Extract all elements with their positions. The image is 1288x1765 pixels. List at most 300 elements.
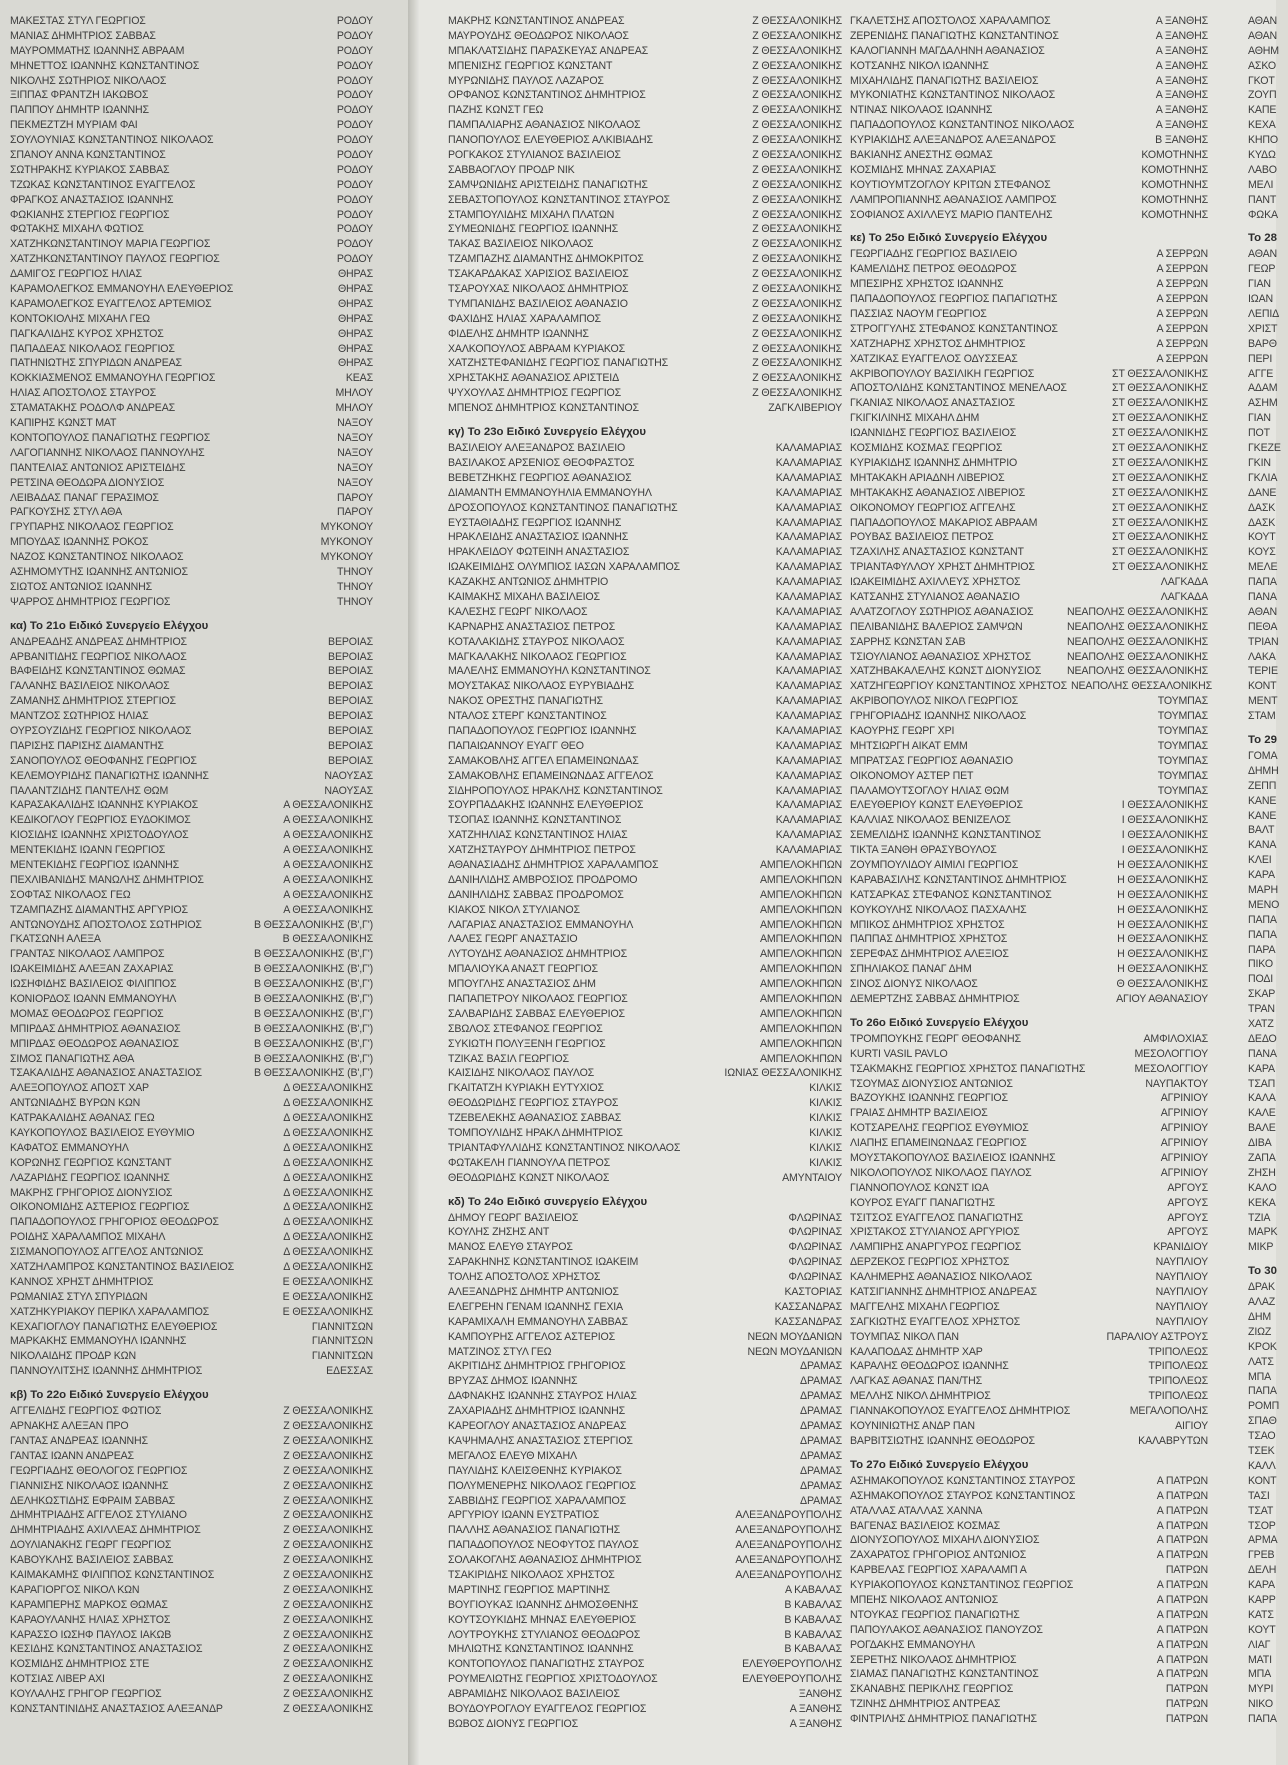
list-item — [1248, 1667, 1288, 1682]
tax-office: ΔΡΑΜΑΣ — [800, 1449, 842, 1462]
tax-office: ΣΤ ΘΕΣΣΑΛΟΝΙΚΗΣ — [1112, 516, 1208, 529]
person-name: ΠΟΛΥΜΕΝΕΡΗΣ ΝΙΚΟΛΑΟΣ ΓΕΩΡΓΙΟΣ — [448, 1479, 637, 1492]
list-item — [10, 550, 373, 565]
person-name: ΜΥΚΟΝΙΑΤΗΣ ΚΩΝΣΤΑΝΤΙΝΟΣ ΝΙΚΟΛΑΟΣ — [850, 89, 1056, 102]
person-name: ΚΕΚΑ — [1248, 1196, 1276, 1209]
person-name: ΔΗΜΗΤΡΙΑΔΗΣ ΑΧΙΛΛΕΑΣ ΔΗΜΗΤΡΙΟΣ — [10, 1524, 201, 1537]
person-name: ΚΑΛΛΙΑΣ ΝΙΚΟΛΑΟΣ ΒΕΝΙΖΕΛΟΣ — [850, 814, 1011, 827]
list-item — [448, 679, 842, 694]
tax-office: Α ΚΑΒΑΛΑΣ — [784, 1583, 842, 1596]
list-item — [10, 1305, 373, 1320]
tax-office: ΣΤ ΘΕΣΣΑΛΟΝΙΚΗΣ — [1112, 442, 1208, 455]
list-item — [850, 133, 1208, 148]
person-name: ΜΠΙΚΟΣ ΔΗΜΗΤΡΙΟΣ ΧΡΗΣΤΟΣ — [850, 918, 1005, 931]
person-name: ΗΡΑΚΛΕΙΔΟΥ ΦΩΤΕΙΝΗ ΑΝΑΣΤΑΣΙΟΣ — [448, 546, 630, 559]
person-name: ΑΚΡΙΤΙΔΗΣ ΔΗΜΗΤΡΙΟΣ ΓΡΗΓΟΡΙΟΣ — [448, 1360, 626, 1373]
person-name: ΚΟΥΤ — [1248, 531, 1276, 544]
list-item — [850, 247, 1208, 262]
tax-office: ΚΕΑΣ — [345, 372, 373, 385]
list-item — [850, 1533, 1208, 1548]
list-item — [1248, 1414, 1288, 1429]
person-name: ΧΡΗΣΤΑΚΗΣ ΑΘΑΝΑΣΙΟΣ ΑΡΙΣΤΕΙΔ — [448, 372, 619, 385]
person-name: ΚΑΙΜΑΚΑΜΗΣ ΦΙΛΙΠΠΟΣ ΚΩΝΣΤΑΝΤΙΝΟΣ — [10, 1568, 215, 1581]
list-item — [10, 1642, 373, 1657]
tax-office: ΡΟΔΟΥ — [336, 119, 373, 132]
tax-office: Α ΞΑΝΘΗΣ — [789, 1702, 842, 1715]
person-name: ΣΤΑΜΑΤΑΚΗΣ ΡΟΔΟΛΦ ΑΝΔΡΕΑΣ — [10, 402, 176, 415]
person-name: ΓΚΛΙΑ — [1248, 471, 1278, 484]
person-name: ΜΠΙΡΔΑΣ ΔΗΜΗΤΡΙΟΣ ΑΘΑΝΑΣΙΟΣ — [10, 1022, 181, 1035]
person-name: ΧΑΤΖΗΚΩΝΣΤΑΝΤΙΝΟΥ ΜΑΡΙΑ ΓΕΩΡΓΙΟΣ — [10, 238, 211, 251]
list-item — [1248, 809, 1288, 824]
list-item — [1248, 1444, 1288, 1459]
person-name: ΠΑΠΑΔΟΠΟΥΛΟΣ ΓΕΩΡΓΙΟΣ ΙΩΑΝΝΗΣ — [448, 724, 637, 737]
person-name: ΒΑΡΘ — [1248, 337, 1277, 350]
tax-office: ΡΟΔΟΥ — [336, 253, 373, 266]
list-item — [1248, 1151, 1288, 1166]
person-name: ΣΩΤΗΡΑΚΗΣ ΚΥΡΙΑΚΟΣ ΣΑΒΒΑΣ — [10, 163, 170, 176]
person-name: ΑΣΗΜΑΚΟΠΟΥΛΟΣ ΣΤΑΥΡΟΣ ΚΩΝΣΤΑΝΤΙΝΟΣ — [850, 1489, 1076, 1502]
person-name: ΣΕΡΕΦΑΣ ΔΗΜΗΤΡΙΟΣ ΑΛΕΞΙΟΣ — [850, 948, 1009, 961]
tax-office: ΚΙΛΚΙΣ — [809, 1082, 842, 1095]
list-item — [850, 367, 1208, 382]
tax-office: ΑΜΠΕΛΟΚΗΠΩΝ — [760, 903, 842, 916]
tax-office: ΤΡΙΠΟΛΕΩΣ — [1148, 1345, 1208, 1358]
list-item — [850, 277, 1208, 292]
tax-office: Α ΣΕΡΡΩΝ — [1156, 263, 1208, 276]
person-name: ΠΑΠΑ — [1248, 928, 1277, 941]
list-item — [850, 724, 1208, 739]
tax-office: ΑΛΕΞΑΝΔΡΟΥΠΟΛΗΣ — [735, 1554, 842, 1567]
tax-office: ΘΗΡΑΣ — [337, 357, 373, 370]
tax-office: ΡΟΔΟΥ — [336, 163, 373, 176]
person-name: ΧΡΙΣΤΑΚΟΣ ΣΤΥΛΙΑΝΟΣ ΑΡΓΥΡΙΟΣ — [850, 1226, 1020, 1239]
person-name: ΣΟΛΑΚΟΓΛΗΣ ΑΘΑΝΑΣΙΟΣ ΔΗΜΗΤΡΙΟΣ — [448, 1554, 642, 1567]
person-name: ΣΙΑΜΑΣ ΠΑΝΑΓΙΩΤΗΣ ΚΩΝΣΤΑΝΤΙΝΟΣ — [850, 1668, 1039, 1681]
tax-office: Ζ ΘΕΣΣΑΛΟΝΙΚΗΣ — [752, 387, 842, 400]
list-item — [850, 1563, 1208, 1578]
column-3 — [850, 14, 1212, 1727]
list-item — [850, 1682, 1208, 1697]
list-item — [1248, 14, 1288, 29]
person-name: ΚΑΦΑΤΟΣ ΕΜΜΑΝΟΥΗΛ — [10, 1141, 129, 1154]
tax-office: ΚΑΛΑΜΑΡΙΑΣ — [775, 456, 842, 469]
list-item — [448, 29, 842, 44]
person-name: ΟΙΚΟΝΟΜΟΥ ΑΣΤΕΡ ΠΕΤ — [850, 769, 974, 782]
person-name: ΜΑΚΡΗΣ ΓΡΗΓΟΡΙΟΣ ΔΙΟΝΥΣΙΟΣ — [10, 1186, 173, 1199]
tax-office: ΑΜΠΕΛΟΚΗΠΩΝ — [760, 1052, 842, 1065]
person-name: ΝΙΚΟ — [1248, 1698, 1273, 1711]
list-item — [448, 1568, 842, 1583]
tax-office: ΚΑΛΑΜΑΡΙΑΣ — [775, 665, 842, 678]
list-item — [10, 1672, 373, 1687]
tax-office: Α ΘΕΣΣΑΛΟΝΙΚΗΣ — [283, 858, 373, 871]
tax-office: Ζ ΘΕΣΣΑΛΟΝΙΚΗΣ — [752, 178, 842, 191]
list-item — [850, 1623, 1208, 1638]
list-item — [448, 282, 842, 297]
list-item — [1248, 823, 1288, 838]
tax-office: Ζ ΘΕΣΣΑΛΟΝΙΚΗΣ — [283, 1509, 373, 1522]
person-name: ΧΡΙΣΤ — [1248, 322, 1278, 335]
list-item — [10, 565, 373, 580]
tax-office: ΠΑΤΡΩΝ — [1165, 1683, 1208, 1696]
tax-office: Η ΘΕΣΣΑΛΟΝΙΚΗΣ — [1117, 933, 1208, 946]
list-item — [10, 784, 373, 799]
tax-office: ΦΛΩΡΙΝΑΣ — [788, 1271, 842, 1284]
person-name: ΓΕΩΡΓΙΑΔΗΣ ΘΕΟΛΟΓΟΣ ΓΕΩΡΓΙΟΣ — [10, 1464, 188, 1477]
tax-office: ΜΥΚΟΝΟΥ — [320, 521, 373, 534]
list-item — [850, 1489, 1208, 1504]
list-item — [1248, 1280, 1288, 1295]
person-name: ΜΑΡΚΑΚΗΣ ΕΜΜΑΝΟΥΗΛ ΙΩΑΝΝΗΣ — [10, 1335, 187, 1348]
list-item — [1248, 411, 1288, 426]
person-name: ΚΑΡΑΣΑΚΑΛΙΔΗΣ ΙΩΑΝΝΗΣ ΚΥΡΙΑΚΟΣ — [10, 799, 199, 812]
list-item — [1248, 530, 1288, 545]
tax-office: ΘΗΡΑΣ — [337, 327, 373, 340]
person-name: ΣΟΥΛΟΥΝΙΑΣ ΚΩΝΣΤΑΝΤΙΝΟΣ ΝΙΚΟΛΑΟΣ — [10, 134, 214, 147]
tax-office: ΔΡΑΜΑΣ — [800, 1434, 842, 1447]
tax-office: Α ΣΕΡΡΩΝ — [1156, 293, 1208, 306]
person-name: ΔΗΜΗΤΡΙΑΔΗΣ ΑΓΓΕΛΟΣ ΣΤΥΛΙΑΝΟ — [10, 1509, 187, 1522]
list-item — [10, 133, 373, 148]
person-name: ΣΕΒΑΣΤΟΠΟΥΛΟΣ ΚΩΝΣΤΑΝΤΙΝΟΣ ΣΤΑΥΡΟΣ — [448, 193, 670, 206]
list-item — [850, 1225, 1208, 1240]
list-item — [448, 1404, 842, 1419]
list-item — [10, 1583, 373, 1598]
list-item — [448, 471, 842, 486]
list-item — [850, 828, 1208, 843]
list-item — [448, 1613, 842, 1628]
tax-office: Ζ ΘΕΣΣΑΛΟΝΙΚΗΣ — [752, 297, 842, 310]
list-item — [10, 267, 373, 282]
tax-office: ΑΜΠΕΛΟΚΗΠΩΝ — [760, 858, 842, 871]
person-name: ΠΑΠΠΑΣ ΔΗΜΗΤΡΙΟΣ ΧΡΗΣΤΟΣ — [850, 933, 1008, 946]
tax-office: Δ ΘΕΣΣΑΛΟΝΙΚΗΣ — [283, 1097, 373, 1110]
person-name: ΦΑΧΙΔΗΣ ΗΛΙΑΣ ΧΑΡΑΛΑΜΠΟΣ — [448, 312, 601, 325]
person-name: ΤΣΙΤΣΟΣ ΕΥΑΓΓΕΛΟΣ ΠΑΝΑΓΙΩΤΗΣ — [850, 1211, 1024, 1224]
list-item — [850, 262, 1208, 277]
person-name: ΚΥΡΙΑΚΙΔΗΣ ΑΛΕΞΑΝΔΡΟΣ ΑΛΕΞΑΝΔΡΟΣ — [850, 134, 1056, 147]
person-name: ΣΤΑΜΠΟΥΛΙΔΗΣ ΜΙΧΑΗΛ ΠΛΑΤΩΝ — [448, 208, 615, 221]
tax-office: Α ΣΕΡΡΩΝ — [1156, 322, 1208, 335]
list-item — [10, 709, 373, 724]
list-item — [1248, 575, 1288, 590]
person-name: ΣΑΜΨΩΝΙΔΗΣ ΑΡΙΣΤΕΙΔΗΣ ΠΑΝΑΓΙΩΤΗΣ — [448, 178, 648, 191]
tax-office: Α ΞΑΝΘΗΣ — [789, 1717, 842, 1730]
tax-office: Ζ ΘΕΣΣΑΛΟΝΙΚΗΣ — [283, 1628, 373, 1641]
tax-office: ΚΑΛΑΜΑΡΙΑΣ — [775, 829, 842, 842]
right-page — [420, 0, 1281, 1765]
list-item — [850, 1315, 1208, 1330]
person-name: KURTI VASIL PAVLO — [850, 1047, 948, 1060]
person-name: ΔΕΡΖΕΚΟΣ ΓΕΩΡΓΙΟΣ ΧΡΗΣΤΟΣ — [850, 1256, 1010, 1269]
list-item — [1248, 1519, 1288, 1534]
person-name: ΜΠΡΑΤΣΑΣ ΓΕΩΡΓΙΟΣ ΑΘΑΝΑΣΙΟ — [850, 754, 1013, 767]
person-name: ΚΑΡΑ — [1248, 1579, 1275, 1592]
list-item — [10, 208, 373, 223]
list-item — [850, 1255, 1208, 1270]
person-name: ΑΘΗΜ — [1248, 44, 1279, 57]
person-name: ΚΕΛΕΜΟΥΡΙΔΗΣ ΠΑΝΑΓΙΩΤΗΣ ΙΩΑΝΝΗΣ — [10, 769, 209, 782]
person-name: ΔΡΑΚ — [1248, 1281, 1275, 1294]
list-item — [448, 59, 842, 74]
list-item — [448, 843, 842, 858]
list-item — [448, 545, 842, 560]
list-item — [10, 724, 373, 739]
tax-office: ΚΑΛΑΜΑΡΙΑΣ — [775, 516, 842, 529]
tax-office: Α ΘΕΣΣΑΛΟΝΙΚΗΣ — [283, 873, 373, 886]
list-item — [10, 1628, 373, 1643]
tax-office: ΚΑΛΑΜΑΡΙΑΣ — [775, 620, 842, 633]
tax-office: ΚΙΛΚΙΣ — [809, 1112, 842, 1125]
list-item — [850, 903, 1208, 918]
list-item — [10, 371, 373, 386]
list-item — [448, 312, 842, 327]
section-heading: Το 29 — [1248, 733, 1277, 746]
list-item — [10, 1052, 373, 1067]
list-item — [10, 252, 373, 267]
list-item — [850, 530, 1208, 545]
tax-office: Ζ ΘΕΣΣΑΛΟΝΙΚΗΣ — [752, 372, 842, 385]
person-name: ΒΑΡΒΙΤΣΙΩΤΗΣ ΙΩΑΝΝΗΣ ΘΕΟΔΩΡΟΣ — [850, 1434, 1035, 1447]
list-item — [850, 118, 1208, 133]
person-name: ΤΖΙΚΑΣ ΒΑΣΙΛ ΓΕΩΡΓΙΟΣ — [448, 1052, 569, 1065]
person-name: ΜΕΓΑΛΟΣ ΕΛΕΥΘ ΜΙΧΑΗΛ — [448, 1449, 577, 1462]
tax-office: ΝΕΑΠΟΛΗΣ ΘΕΣΣΑΛΟΝΙΚΗΣ — [1071, 680, 1212, 693]
person-name: ΦΩΤΑΚΕΛΗ ΓΙΑΝΝΟΥΛΑ ΠΕΤΡΟΣ — [448, 1156, 611, 1169]
person-name: ΓΑΝΤΑΣ ΑΝΔΡΕΑΣ ΙΩΑΝΝΗΣ — [10, 1434, 148, 1447]
tax-office: Α ΞΑΝΘΗΣ — [1155, 59, 1208, 72]
list-item — [10, 739, 373, 754]
list-item — [448, 1300, 842, 1315]
person-name: ΔΗΜΟΥ ΓΕΩΡΓ ΒΑΣΙΛΕΙΟΣ — [448, 1211, 579, 1224]
person-name: ΔΗΜ — [1248, 1311, 1272, 1324]
tax-office: Ζ ΘΕΣΣΑΛΟΝΙΚΗΣ — [752, 253, 842, 266]
tax-office: Ζ ΘΕΣΣΑΛΟΝΙΚΗΣ — [283, 1568, 373, 1581]
tax-office: Ζ ΘΕΣΣΑΛΟΝΙΚΗΣ — [752, 357, 842, 370]
person-name: ΜΥΡΩΝΙΔΗΣ ΠΑΥΛΟΣ ΛΑΖΑΡΟΣ — [448, 74, 604, 87]
list-item — [448, 1702, 842, 1717]
person-name: ΣΑΒΒΑΟΓΛΟΥ ΠΡΟΔΡ ΝΙΚ — [448, 163, 575, 176]
person-name: ΚΕΧΑ — [1248, 119, 1276, 132]
person-name: ΣΠΗΛΙΑΚΟΣ ΠΑΝΑΓ ΔΗΜ — [850, 963, 972, 976]
list-item — [1248, 928, 1288, 943]
list-item — [1248, 1211, 1288, 1226]
person-name: ΚΟΥΡΟΣ ΕΥΑΓΓ ΠΑΝΑΓΙΩΤΗΣ — [850, 1196, 995, 1209]
person-name: ΧΑΤΖΗΚΩΝΣΤΑΝΤΙΝΟΥ ΠΑΥΛΟΣ ΓΕΩΡΓΙΟΣ — [10, 253, 220, 266]
tax-office: ΚΑΛΑΜΑΡΙΑΣ — [775, 590, 842, 603]
person-name: ΛΑΓΑΡΙΑΣ ΑΝΑΣΤΑΣΙΟΣ ΕΜΜΑΝΟΥΗΛ — [448, 918, 634, 931]
list-item — [10, 1215, 373, 1230]
tax-office: Α ΘΕΣΣΑΛΟΝΙΚΗΣ — [283, 903, 373, 916]
list-item — [10, 947, 373, 962]
person-name: ΑΛΕΞΟΠΟΥΛΟΣ ΑΠΟΣΤ ΧΑΡ — [10, 1082, 149, 1095]
tax-office: Ζ ΘΕΣΣΑΛΟΝΙΚΗΣ — [752, 163, 842, 176]
person-name: ΜΑΝΙΑΣ ΔΗΜΗΤΡΙΟΣ ΣΑΒΒΑΣ — [10, 29, 156, 42]
person-name: ΑΓΓΕ — [1248, 367, 1274, 380]
list-item — [10, 694, 373, 709]
list-item — [850, 1300, 1208, 1315]
person-name: ΣΑΡΑΚΗΝΗΣ ΚΩΝΣΤΑΝΤΙΝΟΣ ΙΩΑΚΕΙΜ — [448, 1256, 639, 1269]
list-item — [448, 858, 842, 873]
person-name: ΚΑΝΕ — [1248, 794, 1277, 807]
person-name: ΤΣΑΚΜΑΚΗΣ ΓΕΩΡΓΙΟΣ ΧΡΗΣΤΟΣ ΠΑΝΑΓΙΩΤΗΣ — [850, 1062, 1086, 1075]
list-item — [850, 1548, 1208, 1563]
list-item — [448, 401, 842, 416]
person-name: ΛΑΖΑΡΙΔΗΣ ΓΕΩΡΓΙΟΣ ΙΩΑΝΝΗΣ — [10, 1171, 170, 1184]
tax-office: Α ΣΕΡΡΩΝ — [1156, 248, 1208, 261]
person-name: ΣΥΜΕΩΝΙΔΗΣ ΓΕΩΡΓΙΟΣ ΙΩΑΝΝΗΣ — [448, 223, 619, 236]
person-name: ΜΑΓΚΑΛΑΚΗΣ ΝΙΚΟΛΑΟΣ ΓΕΩΡΓΙΟΣ — [448, 650, 627, 663]
tax-office: Ε ΘΕΣΣΑΛΟΝΙΚΗΣ — [282, 1275, 373, 1288]
person-name: ΚΑΡΑΛΗΣ ΘΕΟΔΩΡΟΣ ΙΩΑΝΝΗΣ — [850, 1360, 1009, 1373]
person-name: ΠΑΠΟΥΛΑΚΟΣ ΑΘΑΝΑΣΙΟΣ ΠΑΝΟΥΖΟΣ — [850, 1623, 1043, 1636]
list-item — [448, 1156, 842, 1171]
person-name: ΧΑΤΖΗΣΤΑΥΡΟΥ ΔΗΜΗΤΡΙΟΣ ΠΕΤΡΟΣ — [448, 844, 636, 857]
person-name: ΔΕΛΗΚΩΣΤΙΔΗΣ ΕΦΡΑΙΜ ΣΑΒΒΑΣ — [10, 1494, 176, 1507]
list-item — [10, 416, 373, 431]
list-item — [1248, 1533, 1288, 1548]
tax-office: ΒΕΡΟΙΑΣ — [328, 635, 373, 648]
tax-office: Δ ΘΕΣΣΑΛΟΝΙΚΗΣ — [283, 1127, 373, 1140]
list-item — [850, 1240, 1208, 1255]
person-name: ΠΑΠΑΔΕΑΣ ΝΙΚΟΛΑΟΣ ΓΕΩΡΓΙΟΣ — [10, 342, 175, 355]
person-name: ΤΣΑΠ — [1248, 1077, 1276, 1090]
person-name: ΜΗΝΕΤΤΟΣ ΙΩΑΝΝΗΣ ΚΩΝΣΤΑΝΤΙΝΟΣ — [10, 59, 200, 72]
person-name: ΚΑΛΑ — [1248, 1092, 1276, 1105]
person-name: ΒΑΛΕ — [1248, 1122, 1276, 1135]
list-item — [850, 292, 1208, 307]
list-item — [1248, 367, 1288, 382]
list-item — [448, 947, 842, 962]
list-item — [10, 1349, 373, 1364]
person-name: ΜΑΝΟΣ ΕΛΕΥΘ ΣΤΑΥΡΟΣ — [448, 1241, 573, 1254]
list-item — [1248, 1653, 1288, 1668]
list-item — [10, 1508, 373, 1523]
person-name: ΚΑΛΑΠΟΔΑΣ ΔΗΜΗΤΡ ΧΑΡ — [850, 1345, 983, 1358]
person-name: ΡΟΥΜΕΛΙΩΤΗΣ ΓΕΩΡΓΙΟΣ ΧΡΙΣΤΟΔΟΥΛΟΣ — [448, 1673, 658, 1686]
person-name: ΔΕΛΗ — [1248, 1564, 1277, 1577]
tax-office: Ι ΘΕΣΣΑΛΟΝΙΚΗΣ — [1121, 814, 1208, 827]
tax-office: Α ΠΑΤΡΩΝ — [1156, 1593, 1208, 1606]
tax-office: ΑΓΡΙΝΙΟΥ — [1160, 1122, 1208, 1135]
tax-office: ΦΛΩΡΙΝΑΣ — [788, 1256, 842, 1269]
person-name: ΣΑΝΟΠΟΥΛΟΣ ΘΕΟΦΑΝΗΣ ΓΕΩΡΓΙΟΣ — [10, 754, 197, 767]
list-item — [10, 1111, 373, 1126]
list-item — [850, 322, 1208, 337]
person-name: ΣΚΑΝΑΒΗΣ ΠΕΡΙΚΛΗΣ ΓΕΩΡΓΙΟΣ — [850, 1683, 1014, 1696]
list-item — [1248, 868, 1288, 883]
list-item — [1248, 1489, 1288, 1504]
list-item — [850, 694, 1208, 709]
person-name: ΜΑΡΚ — [1248, 1226, 1278, 1239]
tax-office: Η ΘΕΣΣΑΛΟΝΙΚΗΣ — [1117, 948, 1208, 961]
list-item — [448, 932, 842, 947]
list-item — [448, 178, 842, 193]
tax-office: Ζ ΘΕΣΣΑΛΟΝΙΚΗΣ — [752, 208, 842, 221]
person-name: ΝΤΟΥΚΑΣ ΓΕΩΡΓΙΟΣ ΠΑΝΑΓΙΩΤΗΣ — [850, 1608, 1020, 1621]
person-name: ΚΑΡΑ — [1248, 1062, 1275, 1075]
person-name: ΒΑΓΕΝΑΣ ΒΑΣΙΛΕΙΟΣ ΚΟΣΜΑΣ — [850, 1519, 1001, 1532]
tax-office: ΘΗΡΑΣ — [337, 342, 373, 355]
tax-office: Β ΘΕΣΣΑΛΟΝΙΚΗΣ (Β',Γ') — [253, 1037, 373, 1050]
person-name: ΔΑΜΙΓΟΣ ΓΕΩΡΓΙΟΣ ΗΛΙΑΣ — [10, 268, 142, 281]
person-name: ΚΑΡΑΣΣΟ ΙΩΣΗΦ ΠΑΥΛΟΣ ΙΑΚΩΒ — [10, 1628, 172, 1641]
list-item — [448, 1066, 842, 1081]
list-item — [850, 1121, 1208, 1136]
tax-office: Ζ ΘΕΣΣΑΛΟΝΙΚΗΣ — [283, 1449, 373, 1462]
person-name: ΚΑΥΚΟΠΟΥΛΟΣ ΒΑΣΙΛΕΙΟΣ ΕΥΘΥΜΙΟ — [10, 1127, 195, 1140]
list-item — [10, 932, 373, 947]
tax-office: ΒΕΡΟΙΑΣ — [328, 710, 373, 723]
person-name: ΣΑΓΚΙΩΤΗΣ ΕΥΑΓΓΕΛΟΣ ΧΡΗΣΤΟΣ — [850, 1315, 1021, 1328]
tax-office: ΚΑΛΑΜΑΡΙΑΣ — [775, 561, 842, 574]
list-item — [850, 148, 1208, 163]
list-item — [850, 88, 1208, 103]
tax-office: ΚΑΛΑΜΑΡΙΑΣ — [775, 486, 842, 499]
list-item — [448, 371, 842, 386]
list-item — [850, 992, 1208, 1007]
list-item — [10, 1657, 373, 1672]
person-name: ΠΑΝΤ — [1248, 193, 1277, 206]
list-item — [850, 1608, 1208, 1623]
person-name: ΛΑΜΠΙΡΗΣ ΑΝΑΡΓΥΡΟΣ ΓΕΩΡΓΙΟΣ — [850, 1241, 1022, 1254]
person-name: ΚΟΥΤΣΟΥΚΙΔΗΣ ΜΗΝΑΣ ΕΛΕΥΘΕΡΙΟΣ — [448, 1613, 637, 1626]
tax-office: ΒΕΡΟΙΑΣ — [328, 695, 373, 708]
person-name: ΤΟΥΜΠΑΣ ΝΙΚΟΛ ΠΑΝ — [850, 1330, 959, 1343]
list-item — [448, 1345, 842, 1360]
list-item — [10, 1613, 373, 1628]
person-name: ΜΥΡΙ — [1248, 1683, 1274, 1696]
list-item — [448, 118, 842, 133]
tax-office: ΡΟΔΟΥ — [336, 44, 373, 57]
person-name: ΚΑΡΑΒΑΣΙΛΗΣ ΚΩΝΣΤΑΝΤΙΝΟΣ ΔΗΜΗΤΡΙΟΣ — [850, 873, 1067, 886]
person-name: ΖΕΠΠ — [1248, 779, 1277, 792]
list-item — [10, 505, 373, 520]
list-item — [10, 1434, 373, 1449]
tax-office: ΝΕΑΠΟΛΗΣ ΘΕΣΣΑΛΟΝΙΚΗΣ — [1067, 650, 1208, 663]
tax-office: Δ ΘΕΣΣΑΛΟΝΙΚΗΣ — [283, 1141, 373, 1154]
tax-office: ΙΩΝΙΑΣ ΘΕΣΣΑΛΟΝΙΚΗΣ — [724, 1067, 842, 1080]
person-name: ΣΟΦΤΑΣ ΝΙΚΟΛΑΟΣ ΓΕΩ — [10, 888, 131, 901]
tax-office: ΝΕΑΠΟΛΗΣ ΘΕΣΣΑΛΟΝΙΚΗΣ — [1067, 665, 1208, 678]
list-item — [1248, 1340, 1288, 1355]
person-name: ΣΠΑΘ — [1248, 1415, 1277, 1428]
list-item — [1248, 1181, 1288, 1196]
tax-office: ΞΑΝΘΗΣ — [798, 1688, 842, 1701]
section-heading: Το 26ο Ειδικό Συνεργείο Ελέγχου — [850, 1016, 1029, 1029]
list-item — [448, 1081, 842, 1096]
tax-office: ΚΟΜΟΤΗΝΗΣ — [1141, 149, 1208, 162]
list-item — [448, 501, 842, 516]
list-item — [10, 754, 373, 769]
person-name: ΔΑΣΚ — [1248, 501, 1276, 514]
tax-office: ΣΤ ΘΕΣΣΑΛΟΝΙΚΗΣ — [1112, 531, 1208, 544]
list-item — [1248, 794, 1288, 809]
tax-office: ΑΓΡΙΝΙΟΥ — [1160, 1107, 1208, 1120]
person-name: ΣΑΡΡΗΣ ΚΩΝΣΤΑΝ ΣΑΒ — [850, 635, 966, 648]
list-item — [850, 1211, 1208, 1226]
person-name: ΚΑΛΟΓΙΑΝΝΗ ΜΑΓΔΑΛΗΝΗ ΑΘΑΝΑΣΙΟΣ — [850, 44, 1045, 57]
person-name: ΒΟΥΔΟΥΡΟΓΛΟΥ ΕΥΑΓΓΕΛΟΣ ΓΕΩΡΓΙΟΣ — [448, 1702, 647, 1715]
tax-office: ΝΑΥΠΛΙΟΥ — [1155, 1286, 1208, 1299]
person-name: ΚΗΠΟ — [1248, 134, 1279, 147]
list-item — [1248, 441, 1288, 456]
person-name: ΚΟΥΤ — [1248, 1623, 1276, 1636]
tax-office: ΡΟΔΟΥ — [336, 178, 373, 191]
list-item — [10, 1702, 373, 1717]
tax-office: ΔΡΑΜΑΣ — [800, 1360, 842, 1373]
